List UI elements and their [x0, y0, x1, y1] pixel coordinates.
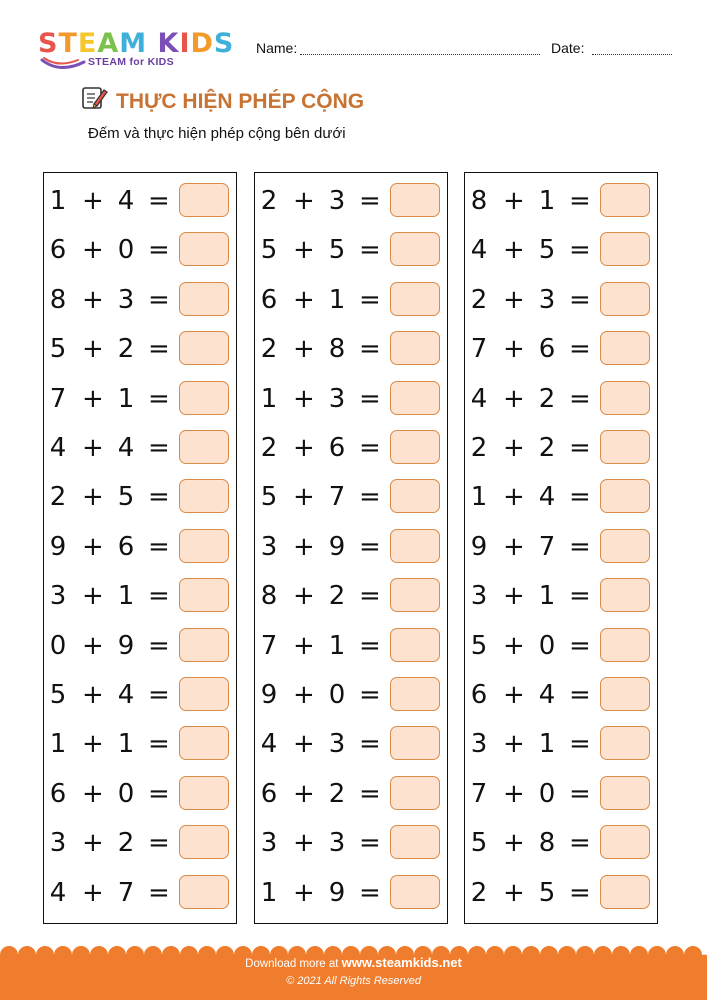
- plus-sign: +: [82, 828, 104, 859]
- answer-box[interactable]: [179, 282, 229, 316]
- problem-row: [255, 330, 447, 370]
- answer-box[interactable]: [179, 183, 229, 217]
- plus-sign: +: [82, 680, 104, 710]
- answer-box[interactable]: [179, 232, 229, 266]
- plus-sign: +: [503, 877, 525, 908]
- answer-box[interactable]: [390, 628, 440, 662]
- addend-a: 4: [260, 729, 278, 760]
- answer-box[interactable]: [179, 381, 229, 415]
- addend-b: 7: [328, 482, 346, 513]
- addend-b: 0: [328, 680, 346, 710]
- equals-sign: =: [359, 284, 381, 315]
- plus-sign: +: [82, 778, 104, 809]
- addend-a: 3: [470, 729, 488, 760]
- addend-b: 1: [538, 186, 556, 216]
- equals-sign: =: [569, 680, 591, 710]
- problem-row: [255, 874, 447, 914]
- plus-sign: +: [503, 433, 525, 463]
- name-label: Name:: [256, 40, 298, 56]
- answer-box[interactable]: [390, 232, 440, 266]
- plus-sign: +: [82, 581, 104, 612]
- plus-sign: +: [503, 680, 525, 710]
- addend-a: 3: [49, 828, 67, 859]
- plus-sign: +: [293, 828, 315, 859]
- plus-sign: +: [293, 383, 315, 414]
- problem-row: [255, 528, 447, 568]
- problem-row: [44, 775, 236, 815]
- problem-row: [255, 627, 447, 667]
- addend-b: 2: [328, 581, 346, 612]
- logo-letter: E: [77, 28, 98, 59]
- equals-sign: =: [359, 680, 381, 710]
- problem-row: [255, 775, 447, 815]
- addend-a: 7: [470, 778, 488, 809]
- plus-sign: +: [293, 581, 315, 612]
- addend-a: 5: [470, 828, 488, 859]
- plus-sign: +: [82, 433, 104, 463]
- problem-row: [44, 676, 236, 716]
- plus-sign: +: [82, 334, 104, 365]
- equals-sign: =: [569, 778, 591, 809]
- addend-a: 0: [49, 630, 67, 661]
- addend-b: 1: [328, 630, 346, 661]
- page-title: THỰC HIỆN PHÉP CỘNG: [116, 90, 365, 113]
- addend-b: 4: [538, 680, 556, 710]
- problem-row: [465, 627, 657, 667]
- problem-row: [44, 824, 236, 864]
- plus-sign: +: [503, 235, 525, 266]
- addend-b: 9: [328, 877, 346, 908]
- equals-sign: =: [359, 383, 381, 414]
- addend-b: 0: [538, 778, 556, 809]
- answer-box[interactable]: [179, 430, 229, 464]
- equals-sign: =: [148, 284, 170, 315]
- addend-b: 1: [117, 581, 135, 612]
- plus-sign: +: [82, 235, 104, 266]
- equals-sign: =: [148, 680, 170, 710]
- equals-sign: =: [359, 531, 381, 562]
- footer-site-link[interactable]: www.steamkids.net: [341, 955, 462, 970]
- addend-b: 2: [117, 334, 135, 365]
- addend-a: 1: [260, 877, 278, 908]
- addend-a: 2: [470, 284, 488, 315]
- equals-sign: =: [569, 334, 591, 365]
- problem-row: [465, 775, 657, 815]
- plus-sign: +: [503, 284, 525, 315]
- problem-row: [465, 478, 657, 518]
- addend-a: 7: [49, 383, 67, 414]
- problem-row: [255, 676, 447, 716]
- addend-a: 3: [49, 581, 67, 612]
- addend-a: 3: [260, 531, 278, 562]
- addend-b: 4: [117, 433, 135, 463]
- equals-sign: =: [148, 235, 170, 266]
- addend-b: 6: [117, 531, 135, 562]
- addend-b: 5: [538, 877, 556, 908]
- equals-sign: =: [148, 630, 170, 661]
- problem-row: [44, 429, 236, 469]
- plus-sign: +: [293, 482, 315, 513]
- addend-b: 9: [328, 531, 346, 562]
- addend-a: 8: [260, 581, 278, 612]
- problem-row: [255, 429, 447, 469]
- addend-b: 3: [538, 284, 556, 315]
- logo-letter: D: [190, 28, 214, 59]
- addend-a: 2: [260, 433, 278, 463]
- addend-b: 9: [117, 630, 135, 661]
- equals-sign: =: [359, 778, 381, 809]
- answer-box[interactable]: [179, 578, 229, 612]
- addend-b: 3: [328, 186, 346, 216]
- addend-a: 4: [49, 433, 67, 463]
- answer-box[interactable]: [600, 726, 650, 760]
- plus-sign: +: [293, 630, 315, 661]
- problem-row: [255, 231, 447, 271]
- equals-sign: =: [359, 828, 381, 859]
- answer-box[interactable]: [600, 430, 650, 464]
- equals-sign: =: [148, 877, 170, 908]
- answer-box[interactable]: [390, 282, 440, 316]
- addend-b: 6: [328, 433, 346, 463]
- equals-sign: =: [359, 482, 381, 513]
- addend-a: 9: [470, 531, 488, 562]
- addend-b: 6: [538, 334, 556, 365]
- problem-row: [44, 231, 236, 271]
- addend-b: 1: [328, 284, 346, 315]
- addend-b: 0: [117, 778, 135, 809]
- equals-sign: =: [359, 581, 381, 612]
- logo-letter: K: [157, 28, 180, 59]
- plus-sign: +: [293, 334, 315, 365]
- problem-row: [44, 577, 236, 617]
- answer-box[interactable]: [179, 726, 229, 760]
- plus-sign: +: [293, 680, 315, 710]
- addend-b: 3: [328, 828, 346, 859]
- answer-box[interactable]: [390, 726, 440, 760]
- answer-box[interactable]: [600, 529, 650, 563]
- answer-box[interactable]: [600, 578, 650, 612]
- addend-b: 5: [538, 235, 556, 266]
- plus-sign: +: [503, 778, 525, 809]
- equals-sign: =: [148, 828, 170, 859]
- logo-subtitle: STEAM for KIDS: [88, 56, 174, 68]
- plus-sign: +: [293, 235, 315, 266]
- answer-box[interactable]: [390, 331, 440, 365]
- problem-row: [465, 380, 657, 420]
- addend-a: 2: [260, 334, 278, 365]
- equals-sign: =: [148, 186, 170, 216]
- addend-a: 3: [260, 828, 278, 859]
- logo-letter: M: [119, 28, 148, 59]
- answer-box[interactable]: [600, 875, 650, 909]
- answer-box[interactable]: [390, 381, 440, 415]
- addend-b: 7: [117, 877, 135, 908]
- problem-column-1: [43, 172, 237, 924]
- problem-row: [255, 380, 447, 420]
- plus-sign: +: [82, 630, 104, 661]
- problem-row: [255, 281, 447, 321]
- addend-a: 5: [49, 334, 67, 365]
- problem-row: [255, 577, 447, 617]
- problem-row: [465, 429, 657, 469]
- equals-sign: =: [148, 729, 170, 760]
- addend-a: 5: [260, 235, 278, 266]
- problem-column-2: [254, 172, 448, 924]
- date-label: Date:: [551, 40, 585, 56]
- answer-box[interactable]: [600, 628, 650, 662]
- addend-a: 2: [470, 433, 488, 463]
- plus-sign: +: [503, 334, 525, 365]
- plus-sign: +: [293, 531, 315, 562]
- answer-box[interactable]: [179, 875, 229, 909]
- addend-a: 7: [260, 630, 278, 661]
- problem-row: [465, 824, 657, 864]
- answer-box[interactable]: [390, 529, 440, 563]
- answer-box[interactable]: [179, 628, 229, 662]
- problem-row: [465, 874, 657, 914]
- addend-a: 1: [49, 729, 67, 760]
- addend-a: 1: [470, 482, 488, 513]
- addend-a: 4: [49, 877, 67, 908]
- answer-box[interactable]: [600, 232, 650, 266]
- problem-row: [465, 725, 657, 765]
- plus-sign: +: [503, 531, 525, 562]
- equals-sign: =: [569, 630, 591, 661]
- problem-row: [465, 676, 657, 716]
- pencil-paper-icon: [80, 84, 108, 112]
- answer-box[interactable]: [390, 875, 440, 909]
- addend-a: 5: [260, 482, 278, 513]
- problem-row: [465, 330, 657, 370]
- addend-b: 1: [117, 383, 135, 414]
- problem-row: [465, 231, 657, 271]
- problem-row: [44, 528, 236, 568]
- addend-a: 9: [49, 531, 67, 562]
- instruction-text: Đếm và thực hiện phép cộng bên dưới: [88, 125, 346, 142]
- addend-a: 6: [49, 235, 67, 266]
- footer-copyright: © 2021 All Rights Reserved: [286, 975, 421, 987]
- plus-sign: +: [293, 729, 315, 760]
- addend-a: 2: [470, 877, 488, 908]
- answer-box[interactable]: [600, 776, 650, 810]
- addend-a: 5: [470, 630, 488, 661]
- addend-b: 1: [117, 729, 135, 760]
- answer-box[interactable]: [179, 677, 229, 711]
- answer-box[interactable]: [390, 677, 440, 711]
- plus-sign: +: [293, 877, 315, 908]
- equals-sign: =: [148, 531, 170, 562]
- answer-box[interactable]: [179, 825, 229, 859]
- equals-sign: =: [148, 334, 170, 365]
- addend-a: 6: [260, 778, 278, 809]
- addend-a: 1: [260, 383, 278, 414]
- plus-sign: +: [82, 482, 104, 513]
- answer-box[interactable]: [390, 776, 440, 810]
- logo-swoosh-icon: [40, 56, 86, 72]
- answer-box[interactable]: [600, 381, 650, 415]
- plus-sign: +: [503, 630, 525, 661]
- addend-b: 7: [538, 531, 556, 562]
- logo-letter: A: [97, 28, 120, 59]
- addend-a: 4: [470, 383, 488, 414]
- addend-b: 4: [117, 186, 135, 216]
- addend-b: 5: [328, 235, 346, 266]
- problem-row: [255, 824, 447, 864]
- equals-sign: =: [359, 433, 381, 463]
- plus-sign: +: [293, 284, 315, 315]
- equals-sign: =: [359, 630, 381, 661]
- logo-letter: T: [58, 28, 78, 59]
- equals-sign: =: [359, 186, 381, 216]
- answer-box[interactable]: [179, 529, 229, 563]
- problem-column-3: [464, 172, 658, 924]
- equals-sign: =: [569, 235, 591, 266]
- answer-box[interactable]: [390, 825, 440, 859]
- problem-row: [465, 577, 657, 617]
- problem-row: [255, 725, 447, 765]
- answer-box[interactable]: [179, 776, 229, 810]
- addend-b: 5: [117, 482, 135, 513]
- plus-sign: +: [503, 482, 525, 513]
- addend-b: 4: [117, 680, 135, 710]
- equals-sign: =: [569, 531, 591, 562]
- plus-sign: +: [82, 383, 104, 414]
- equals-sign: =: [148, 383, 170, 414]
- problem-row: [44, 627, 236, 667]
- addend-a: 6: [260, 284, 278, 315]
- answer-box[interactable]: [179, 479, 229, 513]
- answer-box[interactable]: [390, 479, 440, 513]
- logo-letter: S: [213, 28, 235, 59]
- equals-sign: =: [148, 482, 170, 513]
- addend-b: 8: [538, 828, 556, 859]
- equals-sign: =: [569, 383, 591, 414]
- footer-download-line: [0, 955, 707, 970]
- equals-sign: =: [569, 729, 591, 760]
- plus-sign: +: [293, 778, 315, 809]
- addend-b: 3: [328, 729, 346, 760]
- equals-sign: =: [569, 828, 591, 859]
- problem-row: [44, 281, 236, 321]
- addend-a: 5: [49, 680, 67, 710]
- problem-row: [44, 182, 236, 222]
- answer-box[interactable]: [390, 183, 440, 217]
- addend-a: 8: [49, 284, 67, 315]
- addend-b: 0: [117, 235, 135, 266]
- answer-box[interactable]: [600, 825, 650, 859]
- answer-box[interactable]: [390, 430, 440, 464]
- equals-sign: =: [569, 581, 591, 612]
- plus-sign: +: [82, 729, 104, 760]
- addend-a: 8: [470, 186, 488, 216]
- logo-title: [38, 30, 234, 58]
- addend-a: 3: [470, 581, 488, 612]
- addend-a: 7: [470, 334, 488, 365]
- addend-a: 6: [470, 680, 488, 710]
- problem-row: [44, 330, 236, 370]
- date-field[interactable]: [592, 54, 672, 55]
- plus-sign: +: [503, 729, 525, 760]
- plus-sign: +: [503, 186, 525, 216]
- equals-sign: =: [148, 433, 170, 463]
- addend-a: 2: [49, 482, 67, 513]
- answer-box[interactable]: [600, 183, 650, 217]
- equals-sign: =: [569, 433, 591, 463]
- equals-sign: =: [359, 334, 381, 365]
- equals-sign: =: [569, 482, 591, 513]
- answer-box[interactable]: [600, 282, 650, 316]
- problem-row: [44, 725, 236, 765]
- logo-letter: S: [38, 28, 59, 59]
- plus-sign: +: [82, 186, 104, 216]
- problem-row: [44, 380, 236, 420]
- addend-b: 2: [538, 433, 556, 463]
- answer-box[interactable]: [600, 677, 650, 711]
- answer-box[interactable]: [600, 331, 650, 365]
- answer-box[interactable]: [179, 331, 229, 365]
- plus-sign: +: [82, 531, 104, 562]
- equals-sign: =: [148, 778, 170, 809]
- equals-sign: =: [569, 186, 591, 216]
- addend-b: 3: [117, 284, 135, 315]
- addend-a: 9: [260, 680, 278, 710]
- addend-b: 8: [328, 334, 346, 365]
- addend-b: 2: [538, 383, 556, 414]
- addend-b: 3: [328, 383, 346, 414]
- addend-a: 1: [49, 186, 67, 216]
- problem-row: [255, 182, 447, 222]
- problem-row: [44, 874, 236, 914]
- addend-b: 2: [328, 778, 346, 809]
- plus-sign: +: [293, 186, 315, 216]
- equals-sign: =: [148, 581, 170, 612]
- addend-a: 4: [470, 235, 488, 266]
- problem-row: [255, 478, 447, 518]
- logo-letter: I: [179, 28, 191, 59]
- addend-b: 2: [117, 828, 135, 859]
- answer-box[interactable]: [390, 578, 440, 612]
- plus-sign: +: [82, 877, 104, 908]
- equals-sign: =: [569, 877, 591, 908]
- plus-sign: +: [503, 828, 525, 859]
- steam-kids-logo: [38, 30, 238, 74]
- plus-sign: +: [503, 581, 525, 612]
- plus-sign: +: [293, 433, 315, 463]
- logo-letter: [147, 30, 157, 58]
- addend-b: 0: [538, 630, 556, 661]
- equals-sign: =: [359, 877, 381, 908]
- problem-row: [465, 528, 657, 568]
- equals-sign: =: [569, 284, 591, 315]
- addend-a: 6: [49, 778, 67, 809]
- addend-a: 2: [260, 186, 278, 216]
- problem-row: [465, 281, 657, 321]
- problem-row: [465, 182, 657, 222]
- problem-row: [44, 478, 236, 518]
- plus-sign: +: [503, 383, 525, 414]
- footer-download-prefix: Download more at: [245, 958, 339, 970]
- addend-b: 1: [538, 729, 556, 760]
- equals-sign: =: [359, 235, 381, 266]
- plus-sign: +: [82, 284, 104, 315]
- addend-b: 4: [538, 482, 556, 513]
- addend-b: 1: [538, 581, 556, 612]
- answer-box[interactable]: [600, 479, 650, 513]
- equals-sign: =: [359, 729, 381, 760]
- name-field[interactable]: [300, 54, 540, 55]
